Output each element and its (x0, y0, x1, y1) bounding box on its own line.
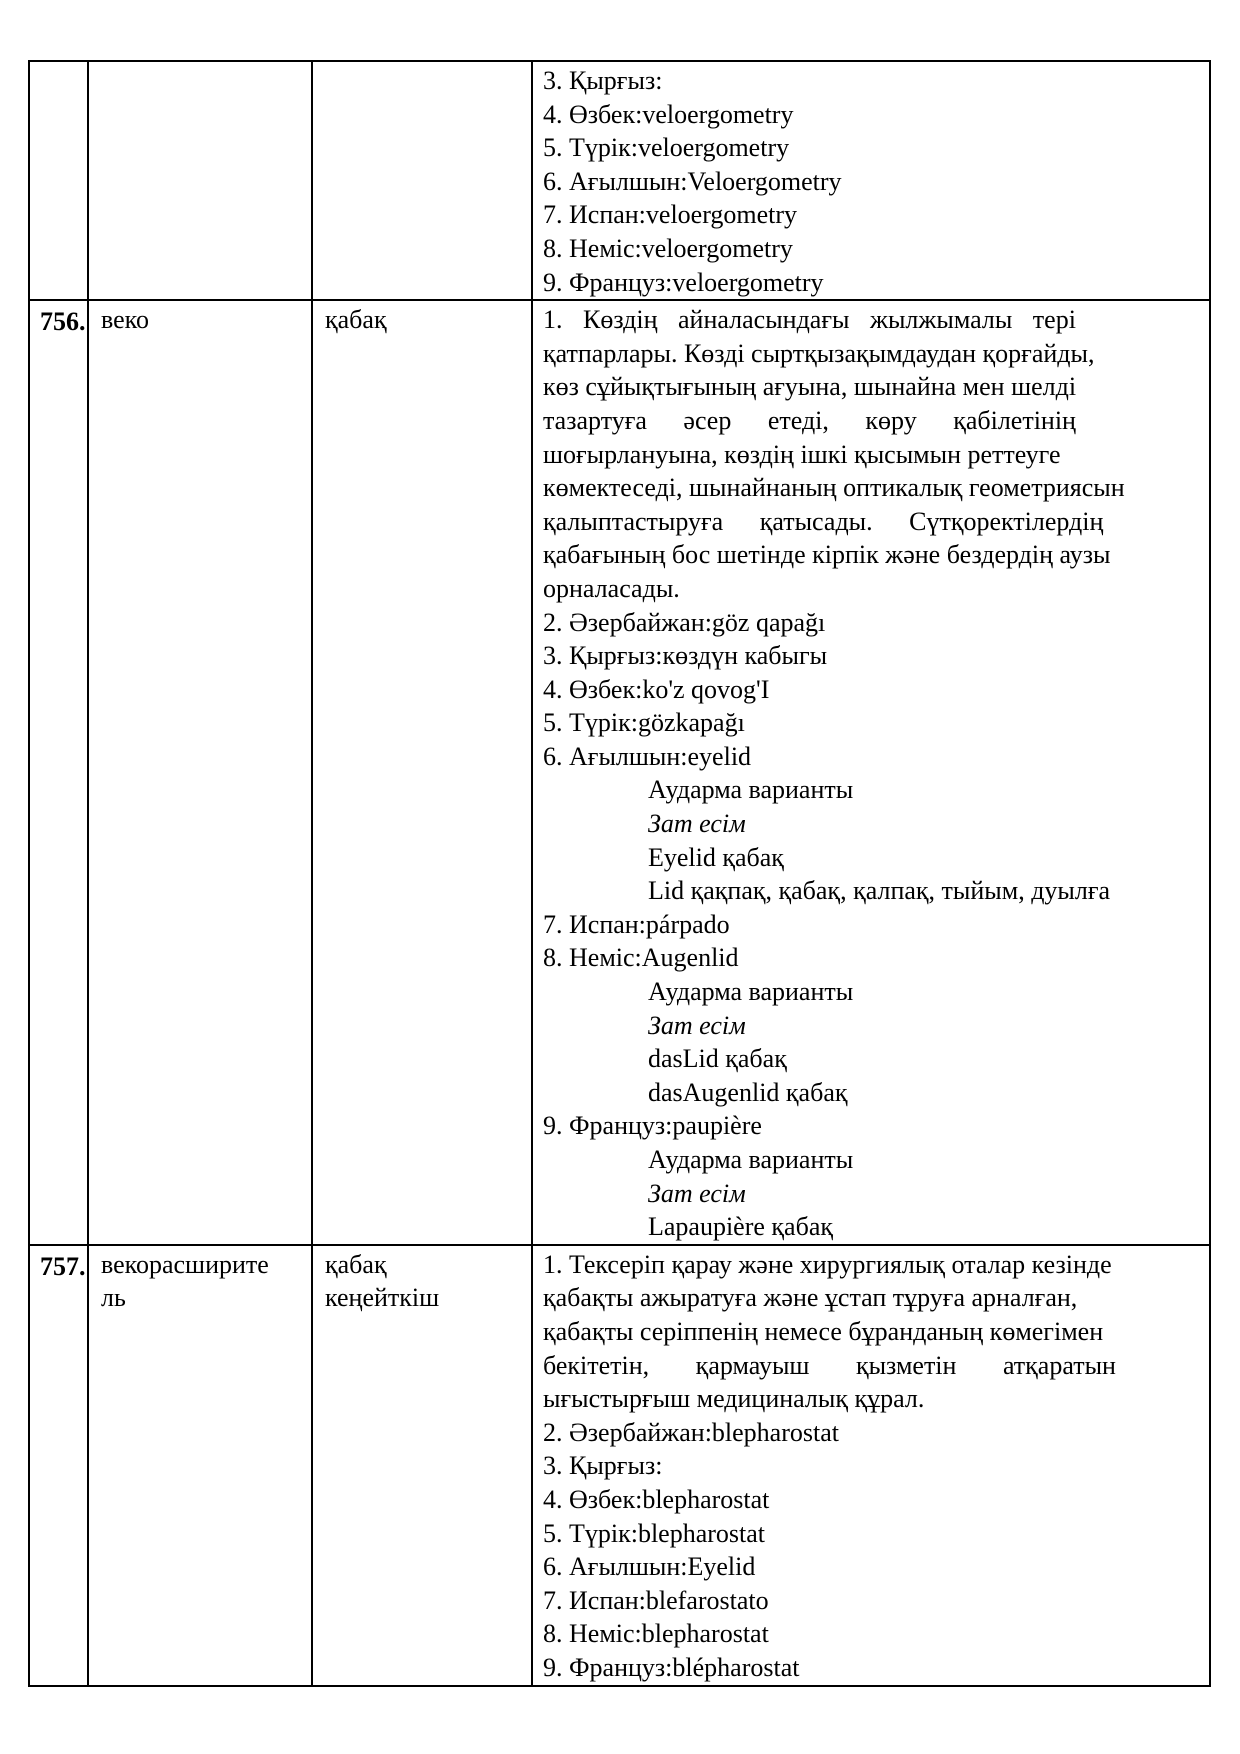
translation-line: 8. Неміс:blepharostat (543, 1619, 769, 1649)
definition-line: тазартуға әсер етеді, көру қабілетінің (543, 405, 1076, 435)
translation-line: 6. Ағылшын:Eyelid (543, 1552, 756, 1582)
definition-line: орналасады. (543, 573, 680, 603)
part-of-speech: Зат есім (648, 809, 746, 839)
entry-number: 756. (29, 300, 88, 1245)
translation-variant: Lid қақпақ, қабақ, қалпақ, тыйым, дуылға (648, 876, 1111, 906)
translation-line: 3. Қырғыз:көздүн кабыгы (543, 641, 828, 671)
translations-cell (532, 300, 1210, 1245)
translations-cell (532, 61, 1210, 300)
dictionary-table (28, 60, 1211, 1687)
definition-line: қабағының бос шетінде кірпік және бездердің аузы (543, 540, 1111, 570)
definition-line: 1. Көздің айналасындағы жылжымалы тері (543, 305, 1076, 335)
kazakh-term (312, 61, 532, 300)
russian-term (88, 61, 312, 300)
definition-line: шоғырлануына, көздің ішкі қысымын реттеуге (543, 439, 1061, 469)
translation-line: 7. Испан:párpado (543, 909, 730, 939)
translation-line: 6. Ағылшын:Veloergometry (543, 166, 842, 196)
translation-variants-label: Аударма варианты (648, 1145, 854, 1174)
definition-line: 1. Тексеріп қарау және хирургиялық оталар кезінде (543, 1249, 1112, 1279)
definition-line: қабақты ажыратуға және ұстап тұруға арналған, (543, 1283, 1078, 1313)
table-row (29, 61, 1210, 300)
translation-variant: dasLid қабақ (648, 1044, 787, 1074)
part-of-speech: Зат есім (648, 1178, 746, 1208)
translation-line: 7. Испан:veloergometry (543, 200, 798, 230)
entry-number (29, 61, 88, 300)
kazakh-term-text: қабақ кеңейткіш (325, 1249, 440, 1313)
kazakh-term (312, 1245, 532, 1686)
russian-term-text: векорасширите ль (101, 1249, 269, 1313)
definition (543, 303, 1199, 605)
translation-line: 5. Түрік:veloergometry (543, 133, 790, 163)
translation-line: 4. Өзбек:veloergometry (543, 99, 794, 129)
translation-line: 3. Қырғыз: (543, 1451, 663, 1481)
definition-line: қатпарлары. Көзді сыртқызақымдаудан қорғайды, (543, 338, 1095, 368)
translation-line: 5. Түрік:gözkapağı (543, 708, 745, 738)
translation-variant: dasAugenlid қабақ (648, 1077, 848, 1107)
translation-line: 8. Неміс:Augenlid (543, 943, 739, 973)
translation-line: 7. Испан:blefarostato (543, 1585, 769, 1615)
table-row (29, 300, 1210, 1245)
translation-line: 4. Өзбек:ko'z qovog'I (543, 674, 770, 704)
translation-line: 3. Қырғыз: (543, 66, 663, 95)
part-of-speech: Зат есім (648, 1010, 746, 1040)
translation-line: 9. Француз:blépharostat (543, 1652, 800, 1682)
definition-line: көмектеседі, шынайнаның оптикалық геометриясын (543, 473, 1125, 503)
translation-line: 9. Француз:veloergometry (543, 267, 824, 297)
translation-line: 2. Әзербайжан:göz qapağı (543, 607, 826, 637)
russian-term: веко (88, 300, 312, 1245)
definition-line: қабақты серіппенің немесе бұранданың көмегімен (543, 1316, 1104, 1346)
definition (543, 1248, 1199, 1416)
definition-line: ығыстырғыш медициналық құрал. (543, 1384, 925, 1414)
entry-number: 757. (29, 1245, 88, 1686)
translation-line: 6. Ағылшын:eyelid (543, 741, 752, 771)
translation-variant: Lapaupière қабақ (648, 1212, 833, 1242)
translation-line: 4. Өзбек:blepharostat (543, 1484, 770, 1514)
definition-line: көз сұйықтығының ағуына, шынайна мен шелді (543, 372, 1077, 402)
definition-line: бекітетін, қармауыш қызметін атқаратын (543, 1350, 1116, 1380)
translation-variants-label: Аударма варианты (648, 977, 854, 1007)
translation-line: 8. Неміс:veloergometry (543, 233, 793, 263)
translation-line: 9. Француз:paupière (543, 1111, 762, 1141)
table-row (29, 1245, 1210, 1686)
translation-variants-label: Аударма варианты (648, 775, 854, 805)
russian-term (88, 1245, 312, 1686)
definition-line: қалыптастыруға қатысады. Сүтқоректілердің (543, 506, 1104, 536)
translation-variant: Eyelid қабақ (648, 842, 784, 872)
translation-line: 5. Түрік:blepharostat (543, 1518, 766, 1548)
kazakh-term: қабақ (312, 300, 532, 1245)
translations-cell (532, 1245, 1210, 1686)
translation-line: 2. Әзербайжан:blepharostat (543, 1417, 839, 1447)
